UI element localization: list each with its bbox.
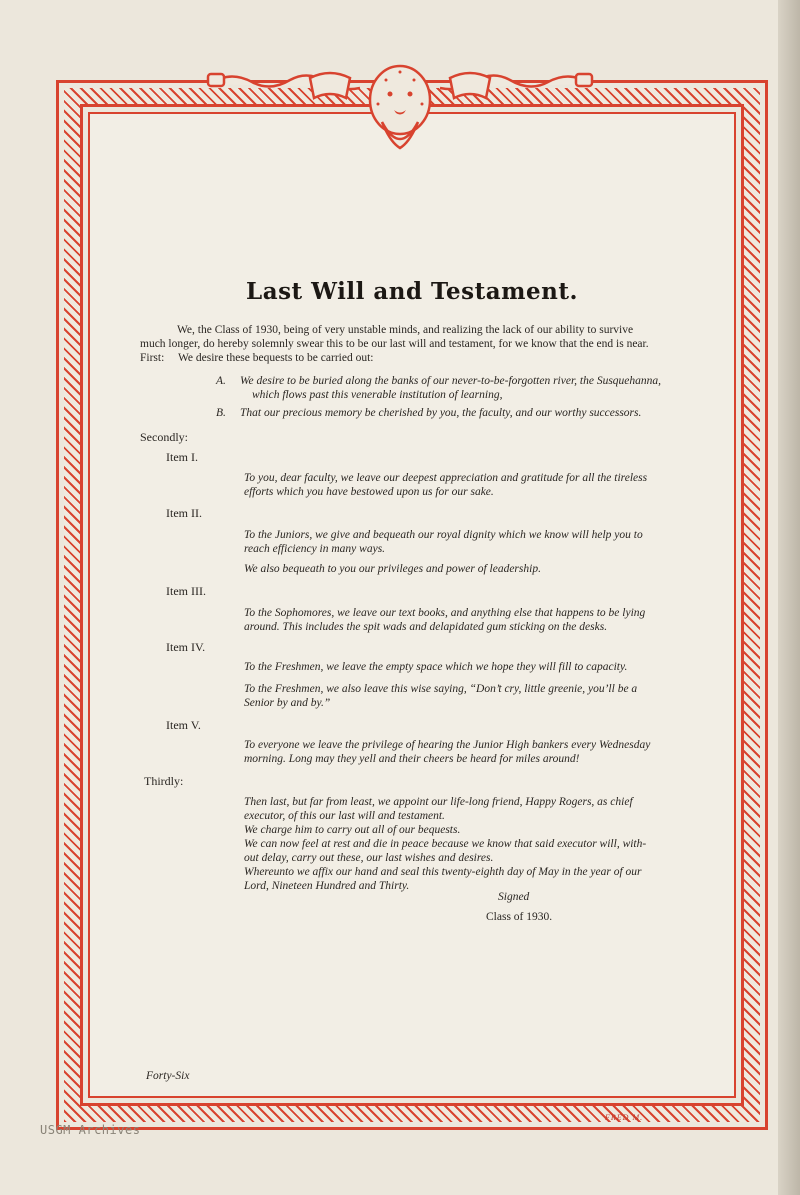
item-2-line-1: To the Juniors, we give and bequeath our royal dignity which we know will help you to [244,529,643,541]
signature-signed: Signed [498,891,530,903]
item-2-line-2: reach efficiency in many ways. [244,543,386,555]
item-1-line-2: efforts which you have bestowed upon us for our sake. [244,486,494,498]
item-3-label: Item III. [166,584,206,598]
thirdly-line-4: We can now feel at rest and die in peace because we know that said executor will, with- [244,838,647,850]
book-spine-edge [778,0,800,1195]
secondly-label: Secondly: [140,430,188,444]
first-intro: We desire these bequests to be carried out: [178,352,374,364]
bequest-a-line-2: which flows past this venerable institution of learning, [252,389,503,401]
item-2-line-3: We also bequeath to you our privileges and power of leadership. [244,563,541,575]
item-5-line-2: morning. Long may they yell and their cheers be heard for miles around! [244,753,580,765]
item-3-line-1: To the Sophomores, we leave our text books, and anything else that happens to be lying [244,607,646,619]
item-5-line-1: To everyone we leave the privilege of hearing the Junior High bankers every Wednesday [244,739,651,751]
thirdly-line-3: We charge him to carry out all of our bequests. [244,824,461,836]
thirdly-line-2: executor, of this our last will and testament. [244,810,445,822]
first-label: First: [140,352,165,364]
page-number: Forty-Six [146,1070,190,1082]
thirdly-line-1: Then last, but far from least, we appoint our life-long friend, Happy Rogers, as chief [244,796,633,808]
archive-watermark: USGM Archives [40,1123,141,1137]
bequest-marker-b: B. [216,407,226,419]
artist-signature-mark: FRED M. [605,1113,644,1122]
thirdly-line-6: Whereunto we affix our hand and seal this twenty-eighth day of May in the year of our [244,866,642,878]
item-1-line-1: To you, dear faculty, we leave our deepest appreciation and gratitude for all the tireless [244,472,648,484]
document-body [88,112,736,1098]
preamble-line-2: much longer, do hereby solemnly swear this to be our last will and testament, for we know that the end is near. [140,338,649,350]
signature-class: Class of 1930. [486,911,553,923]
item-1-label: Item I. [166,450,198,464]
item-4-line-3: Senior by and by.” [244,697,331,709]
bequest-b-line-1: That our precious memory be cherished by you, the faculty, and our worthy successors. [240,407,642,419]
preamble-line-1: We, the Class of 1930, being of very unstable minds, and realizing the lack of our ability to survive [177,324,634,336]
item-2-label: Item II. [166,506,202,520]
item-5-label: Item V. [166,718,201,732]
thirdly-line-7: Lord, Nineteen Hundred and Thirty. [244,880,410,892]
thirdly-label: Thirdly: [144,774,184,788]
bequest-a-line-1: We desire to be buried along the banks of our never-to-be-forgotten river, the Susquehanna, [240,375,662,387]
item-4-label: Item IV. [166,640,206,654]
item-3-line-2: around. This includes the spit wads and delapidated gum sticking on the desks. [244,621,608,633]
item-4-line-2: To the Freshmen, we also leave this wise saying, “Don’t cry, little greenie, you’ll be a [244,683,638,695]
item-4-line-1: To the Freshmen, we leave the empty space which we hope they will fill to capacity. [244,661,628,673]
thirdly-line-5: out delay, carry out these, our last wishes and desires. [244,852,494,864]
bequest-marker-a: A. [216,375,226,387]
document-title: Last Will and Testament. [246,278,578,305]
